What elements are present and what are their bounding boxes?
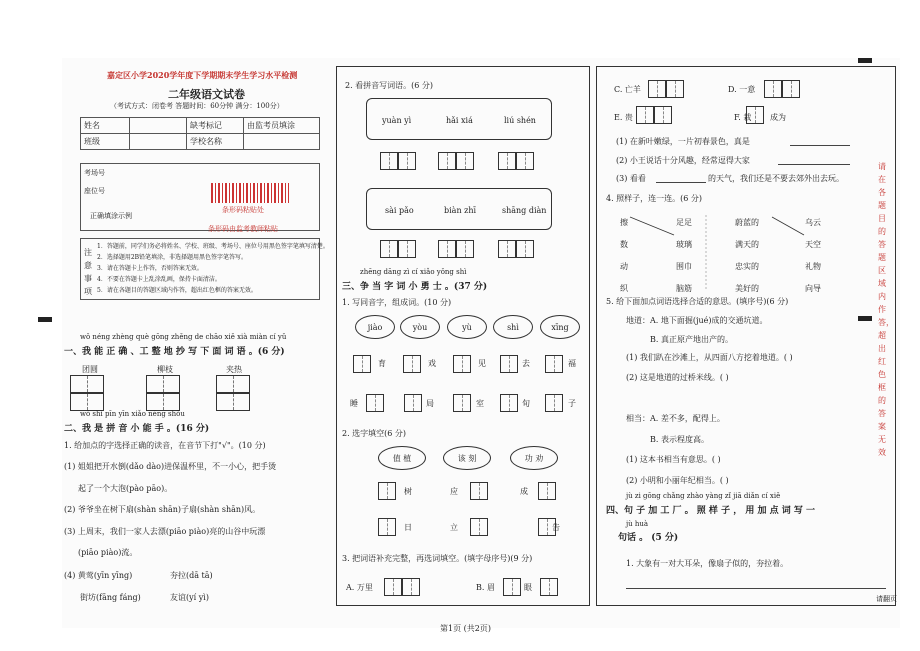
sentence: 的天气，我们还是不要去郊外出去玩。 <box>708 174 844 183</box>
barcode-note: 条形码由监考教师粘贴 <box>208 225 278 233</box>
char-box[interactable] <box>380 240 398 258</box>
char-cloud: 值 植 <box>378 446 426 470</box>
char-box[interactable] <box>516 240 534 258</box>
q3-sub3: 3. 把词语补充完整，再选词填空。(填字母序号)(9 分) <box>342 554 533 563</box>
char-box[interactable] <box>402 578 420 596</box>
fill-e: E. 贵 <box>614 113 633 122</box>
char-box[interactable] <box>540 578 558 596</box>
pinyin: biàn zhī <box>444 206 477 215</box>
notice-label: 注 意 事 项 <box>84 248 92 296</box>
char: 日 <box>404 523 412 532</box>
writing-box[interactable] <box>70 393 104 411</box>
char-box[interactable] <box>764 80 782 98</box>
writing-box[interactable] <box>216 375 250 393</box>
char: 子 <box>568 399 576 408</box>
writing-box[interactable] <box>146 393 180 411</box>
answer-line[interactable] <box>626 588 886 589</box>
barcode <box>211 183 289 203</box>
q1-title: 一、我 能 正 确 、工 整 地 抄 写 下 面 词 语 。(6 分) <box>64 347 285 357</box>
char-box[interactable] <box>384 578 402 596</box>
pinyin-cloud: yù <box>447 315 487 339</box>
q2-line: (2) 爷爷坐在树下扇(shàn shān)子扇(shàn shān)风。 <box>64 505 261 514</box>
registration-mark <box>858 58 872 63</box>
q4-pinyin2: jù huà <box>626 520 649 528</box>
q2-word: 夯拉(dā tā) <box>170 571 213 580</box>
q4-pinyin: jù zi gōng chǎng zhào yàng zǐ jiā diǎn cí xiě <box>626 492 781 500</box>
char-box[interactable] <box>398 152 416 170</box>
pinyin: yuàn yì <box>382 116 412 125</box>
fill-f: F. 栽 <box>734 113 752 122</box>
exam-no-label: 考场号 <box>84 169 105 177</box>
char: 旬 <box>522 399 530 408</box>
q4-match-title: 4. 照样子，连一连。(6 分) <box>606 194 703 203</box>
fill-a: A. 万里 <box>346 583 373 592</box>
char-box[interactable] <box>404 394 422 412</box>
exam-info: （考试方式：闭卷考 答题时间：60分钟 满分：100分） <box>110 102 284 110</box>
pinyin: hǎi xiá <box>446 116 473 125</box>
link-col-4: 乌云 天空 礼物 向导 <box>805 218 821 293</box>
char-box[interactable] <box>782 80 800 98</box>
sentence: (1) 这本书相当有意思。( ) <box>626 455 721 464</box>
char: 见 <box>478 359 486 368</box>
char-box[interactable] <box>438 152 456 170</box>
q2-line: (piāo piào)流。 <box>78 548 138 557</box>
definition: B. 真正原产地出产的。 <box>650 335 733 344</box>
char-box[interactable] <box>648 80 666 98</box>
char: 树 <box>404 487 412 496</box>
char-cloud: 功 劝 <box>510 446 558 470</box>
fill-b2: 眼 <box>524 583 532 592</box>
char: 立 <box>450 523 458 532</box>
q2-word: 友谊(yí yì) <box>170 593 209 602</box>
char-box[interactable] <box>366 394 384 412</box>
class-label: 班级 <box>81 134 130 150</box>
sentence: (2) 小王说话十分风趣，经常逗得大家 <box>616 156 750 165</box>
char: 戏 <box>428 359 436 368</box>
char-box[interactable] <box>353 355 371 373</box>
q2-sub1: 1. 给加点的字选择正确的读音，在音节下打"√"。(10 分) <box>64 441 266 450</box>
fill-d: D. 一意 <box>728 85 756 94</box>
q3-sub1: 1. 写同音字，组成词。(10 分) <box>342 298 452 307</box>
char-box[interactable] <box>378 482 396 500</box>
fill-b: B. 眉 <box>476 583 495 592</box>
sentence: (2) 这是地道的过桥米线。( ) <box>626 373 729 382</box>
pinyin-cloud: shì <box>493 315 533 339</box>
sentence: (1) 我们趴在沙滩上，从四面八方挖着地道。( ) <box>626 353 793 362</box>
pinyin: sài pǎo <box>385 206 414 215</box>
answer-line[interactable] <box>778 164 850 165</box>
q2-title: 二、我 是 拼 音 小 能 手 。(16 分) <box>64 424 210 434</box>
pinyin: shāng diàn <box>502 206 547 215</box>
q1-pinyin: wǒ néng zhèng què gōng zhěng de chāo xiě xià miàn cí yǔ <box>80 333 287 341</box>
char-cloud: 该 刻 <box>443 446 491 470</box>
char-box[interactable] <box>500 394 518 412</box>
char-box[interactable] <box>470 518 488 536</box>
char-box[interactable] <box>746 106 764 124</box>
char: 局 <box>426 399 434 408</box>
link-col-1: 擦 数 动 织 <box>620 218 628 293</box>
exam-mark-note: 由监考员填涂 <box>244 118 320 134</box>
pinyin-cloud: yòu <box>400 315 440 339</box>
char-box[interactable] <box>545 394 563 412</box>
q2-line: 起了一个大泡(pào pāo)。 <box>78 484 173 493</box>
char-box[interactable] <box>470 482 488 500</box>
exam-title: 二年级语文试卷 <box>168 88 245 101</box>
fill-c: C. 亡羊 <box>614 85 641 94</box>
q1-word: 柳枝 <box>157 365 173 374</box>
char-box[interactable] <box>503 578 521 596</box>
q2-pinyin: wǒ shì pīn yīn xiǎo néng shǒu <box>80 410 185 418</box>
q2-line: (1) 姐姐把开水倒(dǎo dào)进保温杯里，不一小心，把手烫 <box>64 462 277 471</box>
char-box[interactable] <box>453 394 471 412</box>
char-box[interactable] <box>654 106 672 124</box>
char-box[interactable] <box>380 152 398 170</box>
info-table <box>80 117 320 150</box>
char-box[interactable] <box>398 240 416 258</box>
char-box[interactable] <box>498 240 516 258</box>
definition: 相当：A. 差不多，配得上。 <box>626 414 725 423</box>
pinyin-cloud: xīng <box>540 315 580 339</box>
char-box[interactable] <box>538 482 556 500</box>
char: 睡 <box>350 399 358 408</box>
char-box[interactable] <box>378 518 396 536</box>
fill-f2: 成为 <box>770 113 786 122</box>
pinyin-cloud: jiào <box>355 315 395 339</box>
char-box[interactable] <box>456 152 474 170</box>
name-label: 姓名 <box>81 118 130 134</box>
side-note: 请在各题目的答题区域内作答，超出红色框的答案无效 <box>878 162 894 457</box>
sentence: (1) 在新叶嫩绿，一片初春景色，真是 <box>616 137 750 146</box>
link-col-2: 足足 玻璃 围巾 脑筋 <box>676 218 692 293</box>
char-box[interactable] <box>456 240 474 258</box>
definition: 地道：A. 地下面掘(jué)成的交通坑道。 <box>626 316 768 325</box>
q4-title2: 句话 。 (5 分) <box>618 533 679 543</box>
q1-word: 夹热 <box>226 365 242 374</box>
q3-sub2: 2. 选字填空(6 分) <box>342 429 407 438</box>
q4-title: 四、句 子 加 工 厂 。 照 样 子 ， 用 加 点 词 写 一 <box>606 506 816 516</box>
char: 去 <box>522 359 530 368</box>
char-box[interactable] <box>636 106 654 124</box>
q2-line: (3) 上周末，我们一家人去漂(piāo piào)亮的山谷中玩漂 <box>64 527 266 536</box>
char: 福 <box>568 359 576 368</box>
turn-page: 请翻页 <box>876 595 897 603</box>
char-box[interactable] <box>666 80 684 98</box>
char-box[interactable] <box>500 355 518 373</box>
writing-box[interactable] <box>216 393 250 411</box>
school-label: 学校名称 <box>187 134 244 150</box>
writing-box[interactable] <box>146 375 180 393</box>
answer-line[interactable] <box>790 145 850 146</box>
link-lines <box>600 205 880 295</box>
q1-word: 团圆 <box>82 365 98 374</box>
exam-mark-label: 缺考标记 <box>187 118 244 134</box>
pinyin: liú shén <box>504 116 536 125</box>
char-box[interactable] <box>498 152 516 170</box>
q5-title: 5. 给下面加点词语选择合适的意思。(填序号)(6 分) <box>606 297 789 306</box>
q3-pinyin: zhēng dāng zì cí xiǎo yǒng shì <box>360 268 467 276</box>
char-box[interactable] <box>453 355 471 373</box>
char-box[interactable] <box>545 355 563 373</box>
registration-mark <box>38 317 52 322</box>
writing-box[interactable] <box>70 375 104 393</box>
q2-word: (4) 黄莺(yīn yīng) <box>64 571 133 580</box>
sentence: 1. 大象有一对大耳朵，像扇子似的，夯拉着。 <box>626 559 789 568</box>
col2-q2-title: 2. 看拼音写词语。(6 分) <box>345 81 434 90</box>
char: 告 <box>552 523 560 532</box>
char: 应 <box>450 487 458 496</box>
definition: B. 表示程度高。 <box>650 435 709 444</box>
seat-no-label: 座位号 <box>84 187 105 195</box>
char: 育 <box>378 359 386 368</box>
sentence: (3) 看看 <box>616 174 646 183</box>
char: 室 <box>476 399 484 408</box>
q2-word: 街坊(fāng fáng) <box>80 593 141 602</box>
barcode-label: 条形码粘贴处 <box>222 206 264 214</box>
sentence: (2) 小明和小丽年纪相当。( ) <box>626 476 729 485</box>
char-box[interactable] <box>516 152 534 170</box>
notice-items: 1．答题前，同学们务必将姓名、学校、班级、考场号、座位号用黑色签字笔填写清楚。 2．选择题用2B铅笔填涂，非选择题用黑色签字笔答写。 3．请在答题卡上作答，否则答案无效。 4．不要在答题卡上乱涂乱画，保持卡面清洁。 5．请在各题目的答题区域内作答，超出红色框的答案无效。 <box>97 243 329 294</box>
char-box[interactable] <box>438 240 456 258</box>
char: 成 <box>520 487 528 496</box>
q3-title: 三、争 当 字 词 小 勇 士 。(37 分) <box>342 282 488 292</box>
correct-fill-label: 正确填涂示例 <box>90 212 132 220</box>
link-col-3: 蔚蓝的 满天的 忠实的 美好的 <box>735 218 759 293</box>
school-title: 嘉定区小学2020学年度下学期期末学生学习水平检测 <box>107 70 298 80</box>
answer-line[interactable] <box>656 182 706 183</box>
char-box[interactable] <box>403 355 421 373</box>
page-footer: 第1页 (共2页) <box>440 624 491 633</box>
